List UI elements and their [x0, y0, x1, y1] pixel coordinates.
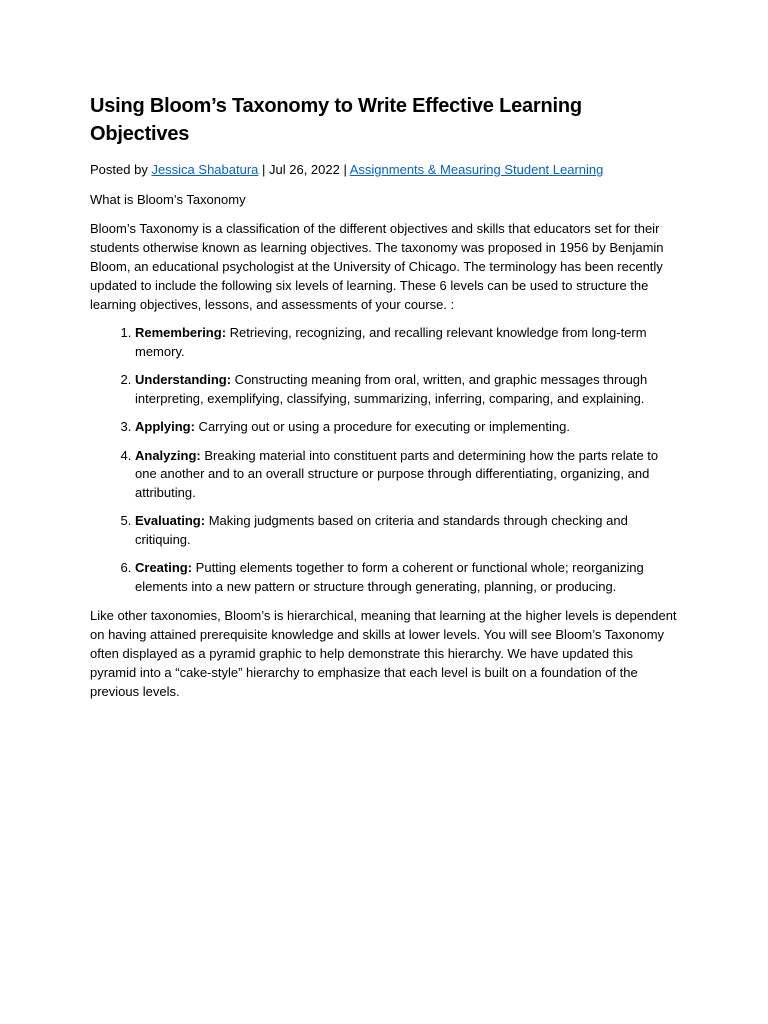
section-subheading: What is Bloom’s Taxonomy — [90, 192, 246, 207]
page-title: Using Bloom’s Taxonomy to Write Effective Learning Objectives — [90, 95, 582, 145]
level-description: Making judgments based on criteria and standards through checking and critiquing. — [135, 513, 628, 547]
level-term: Applying: — [135, 419, 195, 434]
levels-list — [90, 324, 680, 596]
level-term: Creating: — [135, 560, 193, 575]
level-description: Carrying out or using a procedure for executing or implementing. — [194, 419, 570, 434]
intro-paragraph: Bloom’s Taxonomy is a classification of the different objectives and skills that educators set for their students otherwise known as learning objectives. The taxonomy was proposed in 1956 by Benjamin Bloom, an educational psychologist at the University of Chicago. The terminology has been recently updated to include the following six levels of learning. These 6 levels can be used to structure the learning objectives, lessons, and assessments of your course. : — [90, 221, 664, 312]
level-term: Evaluating: — [135, 513, 206, 528]
level-description: Retrieving, recognizing, and recalling relevant knowledge from long-term memory. — [135, 325, 647, 359]
list-item-remembering — [135, 324, 680, 361]
level-term: Understanding: — [135, 372, 232, 387]
closing-paragraph: Like other taxonomies, Bloom’s is hierarchical, meaning that learning at the higher levels is dependent on having attained prerequisite knowledge and skills at lower levels. You will see Bloom’s Taxonomy often displayed as a pyramid graphic to help demonstrate this hierarchy. We have updated this pyramid into a “cake-style” hierarchy to emphasize that each level is built on a foundation of the previous levels. — [90, 608, 677, 699]
list-item-evaluating — [135, 512, 680, 549]
list-item-understanding — [135, 371, 680, 408]
meta-separator: | — [339, 162, 350, 177]
category-link[interactable]: Assignments & Measuring Student Learning — [349, 162, 604, 177]
level-term: Analyzing: — [135, 447, 201, 463]
list-item-analyzing — [135, 447, 680, 503]
posted-by-label: Posted by — [90, 162, 152, 177]
level-description: Breaking material into constituent parts and determining how the parts relate to one another and to an overall structure or purpose through differentiating, organizing, and attributing. — [135, 447, 659, 500]
article — [90, 92, 680, 711]
post-date: Jul 26, 2022 — [269, 162, 340, 177]
level-description: Putting elements together to form a coherent or functional whole; reorganizing elements into a new pattern or structure through generating, planning, or producing. — [135, 560, 644, 594]
level-description: Constructing meaning from oral, written, and graphic messages through interpreting, exemplifying, classifying, summarizing, inferring, comparing, and explaining. — [135, 372, 648, 406]
list-item-applying — [135, 418, 680, 437]
meta-separator: | — [258, 162, 269, 177]
level-term: Remembering: — [135, 325, 227, 340]
post-meta — [90, 161, 680, 179]
list-item-creating — [135, 559, 680, 596]
author-link[interactable]: Jessica Shabatura — [151, 162, 259, 177]
